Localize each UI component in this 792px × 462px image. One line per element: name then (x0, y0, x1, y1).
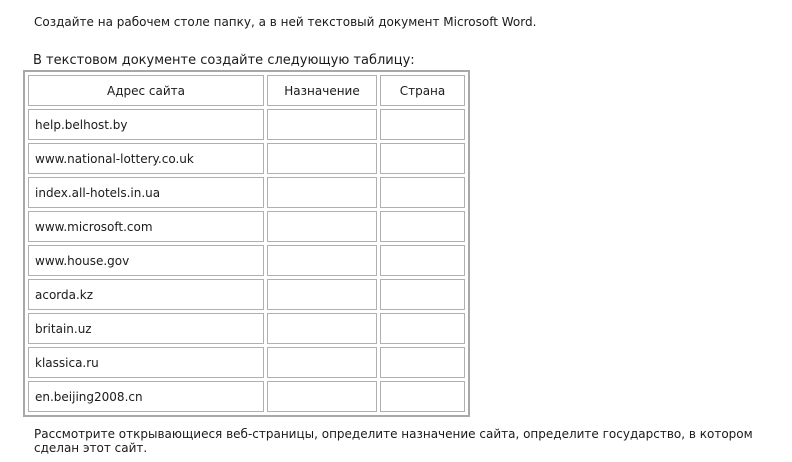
table-row (28, 245, 465, 276)
cell-purpose (267, 211, 377, 242)
table-row (28, 313, 465, 344)
cell-country (380, 177, 465, 208)
header-address: Адрес сайта (28, 75, 264, 106)
table-row (28, 143, 465, 174)
cell-address: www.house.gov (28, 245, 264, 276)
table-row (28, 381, 465, 412)
cell-country (380, 143, 465, 174)
cell-purpose (267, 381, 377, 412)
cell-address: klassica.ru (28, 347, 264, 378)
table-row (28, 279, 465, 310)
cell-purpose (267, 109, 377, 140)
cell-country (380, 279, 465, 310)
cell-purpose (267, 143, 377, 174)
cell-country (380, 211, 465, 242)
cell-address: britain.uz (28, 313, 264, 344)
cell-purpose (267, 313, 377, 344)
cell-address: www.microsoft.com (28, 211, 264, 242)
intro-instruction: Создайте на рабочем столе папку, а в ней текстовый документ Microsoft Word. (34, 15, 537, 29)
cell-country (380, 109, 465, 140)
cell-purpose (267, 177, 377, 208)
cell-address: help.belhost.by (28, 109, 264, 140)
header-purpose: Назначение (267, 75, 377, 106)
table-heading: В текстовом документе создайте следующую таблицу: (33, 53, 415, 68)
cell-purpose (267, 245, 377, 276)
cell-purpose (267, 347, 377, 378)
cell-purpose (267, 279, 377, 310)
table-row (28, 177, 465, 208)
cell-country (380, 381, 465, 412)
cell-address: acorda.kz (28, 279, 264, 310)
table-header-row (28, 75, 465, 106)
header-country: Страна (380, 75, 465, 106)
cell-country (380, 347, 465, 378)
table-row (28, 211, 465, 242)
cell-country (380, 313, 465, 344)
outro-instruction: Рассмотрите открывающиеся веб-страницы, определите назначение сайта, определите государство, в котором сделан этот сайт. (34, 427, 753, 455)
sites-table (23, 70, 470, 417)
cell-address: en.beijing2008.cn (28, 381, 264, 412)
cell-address: www.national-lottery.co.uk (28, 143, 264, 174)
cell-country (380, 245, 465, 276)
table-row (28, 347, 465, 378)
cell-address: index.all-hotels.in.ua (28, 177, 264, 208)
table-row (28, 109, 465, 140)
